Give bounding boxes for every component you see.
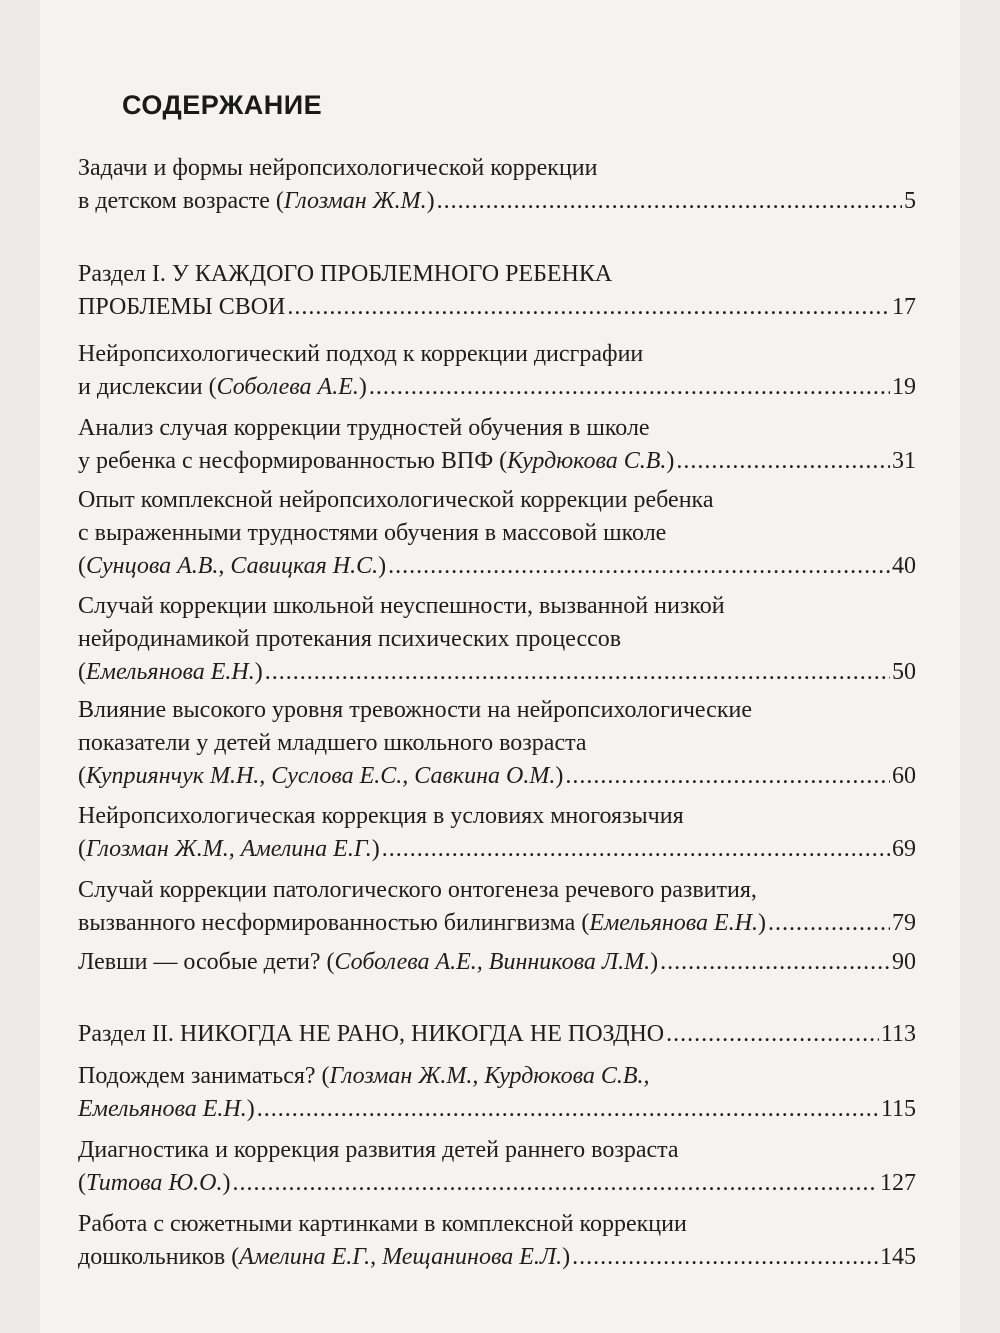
page-number: 17: [892, 294, 916, 320]
entry-title-line: ): [254, 659, 263, 685]
entry-title-line: и дислексии (: [78, 374, 217, 400]
entry-title-line: у ребенка с несформированностью ВПФ (: [78, 448, 508, 474]
entry-title-line: ): [666, 448, 675, 474]
dot-leader: [265, 656, 890, 689]
page-number: 145: [880, 1244, 916, 1270]
toc-entry[interactable]: [78, 1060, 916, 1126]
entry-title-line: (: [78, 763, 86, 789]
toc-entry[interactable]: [78, 258, 916, 324]
toc-entry[interactable]: [78, 338, 916, 404]
toc-entry[interactable]: [78, 800, 916, 866]
dot-leader: [666, 1018, 879, 1051]
entry-authors: Соболева А.Е., Винникова Л.М.: [334, 949, 651, 975]
entry-title-line: ): [222, 1170, 231, 1196]
entry-title-line: Опыт комплексной нейропсихологической коррекции ребенка: [78, 487, 714, 513]
toc-entry[interactable]: [78, 412, 916, 478]
entry-authors: Глозман Ж.М.: [283, 188, 427, 214]
entry-title-line: Нейропсихологическая коррекция в условиях многоязычия: [78, 803, 684, 829]
entry-authors: Емельянова Е.Н.: [86, 659, 255, 685]
page-number: 5: [904, 188, 916, 214]
page-number: 60: [892, 763, 916, 789]
entry-title-line: Случай коррекции патологического онтогенеза речевого развития,: [78, 877, 757, 903]
page-number: 50: [892, 659, 916, 685]
page-number: 127: [880, 1170, 916, 1196]
page-number: 40: [892, 553, 916, 579]
entry-title-line: Анализ случая коррекции трудностей обучения в школе: [78, 415, 650, 441]
dot-leader: [676, 445, 890, 478]
dot-leader: [660, 946, 890, 979]
entry-title-line: Левши — особые дети? (: [78, 949, 335, 975]
entry-title-line: ПРОБЛЕМЫ СВОИ: [78, 294, 286, 320]
entry-authors: Курдюкова С.В.: [507, 448, 667, 474]
entry-title-line: ): [758, 910, 767, 936]
entry-authors: Амелина Е.Г., Мещанинова Е.Л.: [239, 1244, 563, 1270]
page-number: 115: [880, 1096, 916, 1122]
toc-entry[interactable]: [78, 946, 916, 979]
entry-title-line: нейродинамикой протекания психических процессов: [78, 626, 622, 652]
entry-authors: Емельянова Е.Н.: [78, 1096, 247, 1122]
entry-title-line: Влияние высокого уровня тревожности на нейропсихологические: [78, 697, 752, 723]
page-number: 19: [892, 374, 916, 400]
dot-leader: [572, 1241, 878, 1274]
entry-title-line: (: [78, 836, 86, 862]
entry-title-line: Диагностика и коррекция развития детей раннего возраста: [78, 1137, 679, 1163]
toc-entry[interactable]: [78, 590, 916, 689]
page-number: 79: [892, 910, 916, 936]
entry-title-line: вызванного несформированностью билингвизма (: [78, 910, 590, 936]
entry-title-line: ): [371, 836, 380, 862]
entry-title-line: дошкольников (: [78, 1244, 240, 1270]
page-number: 31: [892, 448, 916, 474]
entry-title-line: ): [555, 763, 564, 789]
toc-entry[interactable]: [78, 1018, 916, 1051]
entry-title-line: (: [78, 553, 86, 579]
dot-leader: [287, 291, 890, 324]
entry-title-line: Работа с сюжетными картинками в комплексной коррекции: [78, 1211, 687, 1237]
entry-authors: Сунцова А.В., Савицкая Н.С.: [86, 553, 379, 579]
entry-authors: Куприянчук М.Н., Суслова Е.С., Савкина О.М.: [86, 763, 556, 789]
entry-title-line: Случай коррекции школьной неуспешности, вызванной низкой: [78, 593, 725, 619]
toc-entry[interactable]: [78, 484, 916, 583]
entry-title-line: Нейропсихологический подход к коррекции дисграфии: [78, 341, 644, 367]
dot-leader: [437, 185, 902, 218]
entry-title-line: ): [358, 374, 367, 400]
entry-title-line: в детском возрасте (: [78, 188, 284, 214]
entry-title-line: ): [378, 553, 387, 579]
toc-entry[interactable]: [78, 1134, 916, 1200]
entry-title-line: ): [426, 188, 435, 214]
entry-title-line: Подождем заниматься? (: [78, 1063, 330, 1089]
entry-title-line: ): [650, 949, 659, 975]
page-number: 90: [892, 949, 916, 975]
entry-title-line: Раздел I. У КАЖДОГО ПРОБЛЕМНОГО РЕБЕНКА: [78, 261, 613, 287]
entry-authors: Титова Ю.О.: [86, 1170, 223, 1196]
entry-title-line: Задачи и формы нейропсихологической коррекции: [78, 155, 598, 181]
dot-leader: [369, 371, 890, 404]
entry-title-line: показатели у детей младшего школьного возраста: [78, 730, 587, 756]
toc-entry[interactable]: [78, 152, 916, 218]
entry-title-line: Раздел II. НИКОГДА НЕ РАНО, НИКОГДА НЕ ПОЗДНО: [78, 1021, 665, 1047]
dot-leader: [257, 1093, 879, 1126]
dot-leader: [565, 760, 890, 793]
dot-leader: [232, 1167, 878, 1200]
toc-heading: СОДЕРЖАНИЕ: [122, 90, 323, 120]
entry-title-line: с выраженными трудностями обучения в массовой школе: [78, 520, 667, 546]
entry-title-line: ): [246, 1096, 255, 1122]
entry-authors: Глозман Ж.М., Курдюкова С.В.,: [329, 1063, 650, 1089]
toc-entry[interactable]: [78, 694, 916, 793]
dot-leader: [388, 550, 890, 583]
dot-leader: [768, 907, 890, 940]
toc-entry[interactable]: [78, 874, 916, 940]
entry-authors: Глозман Ж.М., Амелина Е.Г.: [86, 836, 372, 862]
toc-entry[interactable]: [78, 1208, 916, 1274]
page-number: 69: [892, 836, 916, 862]
entry-title-line: (: [78, 1170, 86, 1196]
entry-authors: Соболева А.Е.: [216, 374, 359, 400]
entry-authors: Емельянова Е.Н.: [589, 910, 759, 936]
page-number: 113: [880, 1021, 916, 1047]
entry-title-line: (: [78, 659, 86, 685]
dot-leader: [382, 833, 890, 866]
entry-title-line: ): [562, 1244, 571, 1270]
